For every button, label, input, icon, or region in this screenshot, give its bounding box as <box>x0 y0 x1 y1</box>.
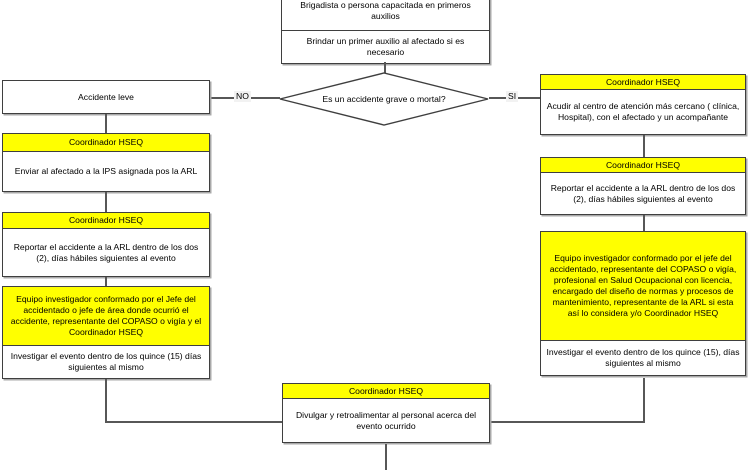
right-block-report <box>540 157 746 215</box>
right-block-report-header: Coordinador HSEQ <box>541 158 745 173</box>
left-block-ips <box>2 133 210 192</box>
right-block-investigate <box>540 231 746 376</box>
bottom-divulge-header: Coordinador HSEQ <box>283 384 489 399</box>
right-block-report-body: Reportar el accidente a la ARL dentro de los dos (2), días hábiles siguientes al evento <box>550 182 736 204</box>
left-block-investigate-body: Investigar el evento dentro de los quince (15) días siguientes al mismo <box>10 351 202 372</box>
si-label: SI <box>508 91 517 101</box>
right-block-clinic-body: Acudir al centro de atención más cercano ( clínica, Hospital), con el afectado y un acompañante <box>546 101 740 122</box>
right-block-clinic <box>540 74 746 135</box>
no-label: NO <box>236 91 249 101</box>
right-block-investigate-body: Investigar el evento dentro de los quince (15), días siguientes al mismo <box>546 347 740 368</box>
first-aid-step2: Brindar un primer auxilio al afectado si es necesario <box>306 36 465 57</box>
left-block-investigate <box>2 286 210 379</box>
connector-left-2 <box>105 192 107 212</box>
connector-right-to-bottom <box>490 421 643 423</box>
left-block-investigate-header: Equipo investigador conformado por el Jefe del accidentado o jefe de área donde ocurrió el accidente, representante del COPASO o vigía y el Coordinador HSEQ <box>3 287 209 346</box>
left-block-report <box>2 212 210 277</box>
connector-right-down <box>643 378 645 423</box>
connector-right-2 <box>643 215 645 231</box>
decision-question: Es un accidente grave o mortal? <box>322 93 446 104</box>
bottom-divulge-body: Divulgar y retroalimentar al personal acerca del evento ocurrido <box>295 409 477 431</box>
minor-accident-box <box>2 80 210 114</box>
connector-right-1 <box>643 135 645 157</box>
first-aid-box <box>281 0 490 64</box>
bottom-divulge-box <box>282 383 490 443</box>
connector-left-3 <box>105 277 107 286</box>
right-block-investigate-header: Equipo investigador conformado por el jefe del accidentado, representante del COPASO o vigía, profesional en Salud Ocupacional con licencia, encargado del diseño de normas y procesos de mantenimiento, representante de la ARL si esta así lo considera y/o Coordinador HSEQ <box>541 232 745 341</box>
right-block-clinic-header: Coordinador HSEQ <box>541 75 745 90</box>
minor-accident-label: Accidente leve <box>78 91 134 102</box>
left-block-ips-header: Coordinador HSEQ <box>3 134 209 152</box>
left-block-report-body: Reportar el accidente a la ARL dentro de los dos (2), días hábiles siguientes al evento <box>13 241 199 263</box>
connector-left-to-bottom <box>105 421 282 423</box>
connector-left-down <box>105 379 107 423</box>
left-block-report-header: Coordinador HSEQ <box>3 213 209 229</box>
left-block-ips-body: Enviar al afectado a la IPS asignada pos la ARL <box>14 166 198 176</box>
first-aid-step1: Brigadista o persona capacitada en primeros auxilios <box>282 0 489 31</box>
connector-bottom-exit <box>385 444 387 470</box>
connector-left-1 <box>105 114 107 133</box>
